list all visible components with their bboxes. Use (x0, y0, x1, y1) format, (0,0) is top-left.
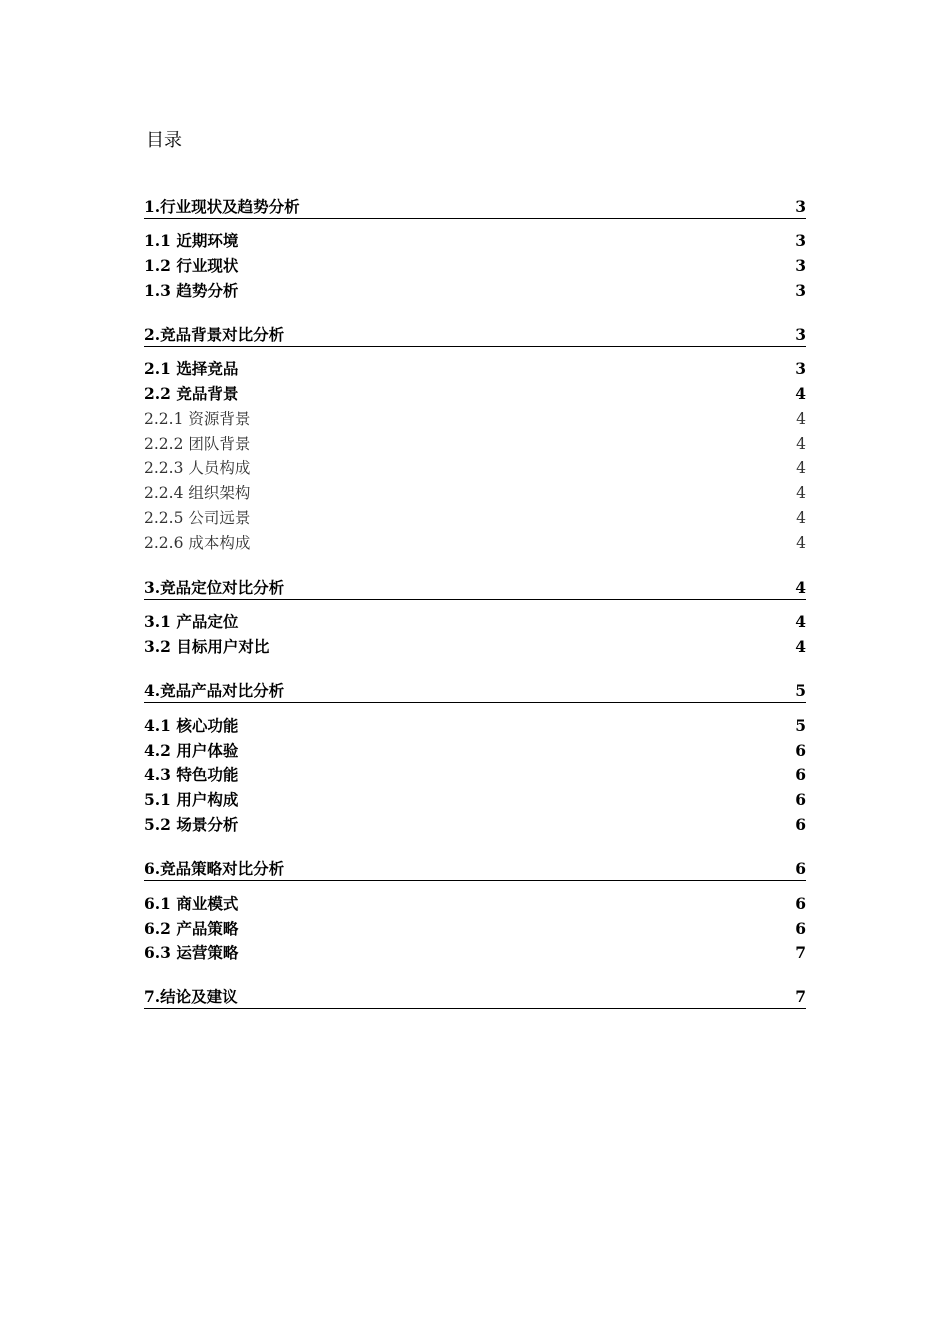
toc-entry-page: 5 (795, 716, 806, 735)
toc-entry-label: 2.2.1 资源背景 (144, 410, 251, 428)
toc-entry-2-2-1[interactable] (144, 408, 806, 430)
toc-entry-page: 3 (795, 325, 806, 344)
toc-entry-label: 3.竞品定位对比分析 (144, 578, 285, 597)
toc-entry-page: 4 (796, 435, 806, 453)
toc-entry-4-3[interactable] (144, 764, 806, 786)
toc-entry-5-2[interactable] (144, 814, 806, 836)
toc-entry-2-2-4[interactable] (144, 482, 806, 504)
toc-entry-2-2-3[interactable] (144, 457, 806, 479)
toc-entry-page: 4 (795, 612, 806, 631)
toc-entry-page: 4 (795, 637, 806, 656)
toc-entry-2-2-5[interactable] (144, 507, 806, 529)
toc-entry-1-3[interactable] (144, 280, 806, 302)
toc-entry-2-2[interactable] (144, 383, 806, 405)
toc-entry-label: 4.2 用户体验 (144, 741, 239, 760)
toc-entry-page: 6 (795, 790, 806, 809)
toc-entry-page: 3 (795, 197, 806, 216)
toc-entry-1[interactable] (144, 196, 806, 219)
toc-entry-2[interactable] (144, 324, 806, 347)
toc-entry-page: 3 (795, 256, 806, 275)
toc-entry-7[interactable] (144, 986, 806, 1009)
toc-entry-3-1[interactable] (144, 611, 806, 633)
toc-entry-label: 4.1 核心功能 (144, 716, 239, 735)
toc-entry-page: 4 (796, 484, 806, 502)
toc-entry-1-2[interactable] (144, 255, 806, 277)
toc-entry-label: 1.1 近期环境 (144, 231, 239, 250)
toc-entry-page: 4 (796, 509, 806, 527)
toc-entry-page: 6 (795, 741, 806, 760)
toc-entry-label: 7.结论及建议 (144, 987, 238, 1006)
toc-entry-label: 5.2 场景分析 (144, 815, 239, 834)
toc-entry-label: 2.1 选择竞品 (144, 359, 239, 378)
toc-entry-page: 4 (796, 410, 806, 428)
toc-entry-label: 2.2.6 成本构成 (144, 534, 251, 552)
toc-entry-6-1[interactable] (144, 893, 806, 915)
toc-entry-label: 3.2 目标用户对比 (144, 637, 270, 656)
toc-entry-page: 3 (795, 359, 806, 378)
toc-entry-label: 4.竞品产品对比分析 (144, 681, 285, 700)
toc-entry-5-1[interactable] (144, 789, 806, 811)
toc-entry-2-1[interactable] (144, 358, 806, 380)
toc-entry-4-1[interactable] (144, 715, 806, 737)
toc-entry-page: 4 (796, 534, 806, 552)
toc-entry-label: 2.2.4 组织架构 (144, 484, 251, 502)
toc-entry-6-2[interactable] (144, 918, 806, 940)
toc-entry-label: 6.3 运营策略 (144, 943, 239, 962)
toc-entry-page: 7 (795, 943, 806, 962)
toc-entry-page: 6 (795, 894, 806, 913)
toc-entry-page: 7 (795, 987, 806, 1006)
toc-entry-page: 5 (795, 681, 806, 700)
toc-entry-label: 1.3 趋势分析 (144, 281, 239, 300)
toc-entry-label: 2.2 竞品背景 (144, 384, 239, 403)
toc-entry-page: 3 (795, 231, 806, 250)
toc-entry-label: 2.竞品背景对比分析 (144, 325, 285, 344)
toc-entry-label: 2.2.2 团队背景 (144, 435, 251, 453)
toc-entry-3[interactable] (144, 577, 806, 600)
toc-entry-page: 4 (796, 459, 806, 477)
toc-entry-page: 6 (795, 859, 806, 878)
toc-title: 目录 (146, 130, 182, 151)
toc-entry-page: 6 (795, 815, 806, 834)
toc-entry-label: 4.3 特色功能 (144, 765, 239, 784)
toc-entry-4-2[interactable] (144, 740, 806, 762)
toc-entry-4[interactable] (144, 680, 806, 703)
toc-entry-6-3[interactable] (144, 942, 806, 964)
toc-entry-label: 1.行业现状及趋势分析 (144, 197, 300, 216)
toc-entry-page: 4 (795, 384, 806, 403)
toc-entry-label: 2.2.5 公司远景 (144, 509, 251, 527)
toc-entry-page: 6 (795, 919, 806, 938)
toc-entry-label: 1.2 行业现状 (144, 256, 239, 275)
toc-entry-2-2-6[interactable] (144, 532, 806, 554)
toc-entry-label: 6.2 产品策略 (144, 919, 239, 938)
toc-entry-3-2[interactable] (144, 636, 806, 658)
toc-entry-label: 2.2.3 人员构成 (144, 459, 251, 477)
toc-entry-label: 3.1 产品定位 (144, 612, 239, 631)
toc-entry-page: 3 (795, 281, 806, 300)
toc-entry-2-2-2[interactable] (144, 433, 806, 455)
toc-entry-label: 6.1 商业模式 (144, 894, 239, 913)
toc-entry-6[interactable] (144, 858, 806, 881)
toc-entry-page: 4 (795, 578, 806, 597)
toc-entry-1-1[interactable] (144, 230, 806, 252)
toc-entry-page: 6 (795, 765, 806, 784)
toc-entry-label: 5.1 用户构成 (144, 790, 239, 809)
toc-entry-label: 6.竞品策略对比分析 (144, 859, 285, 878)
